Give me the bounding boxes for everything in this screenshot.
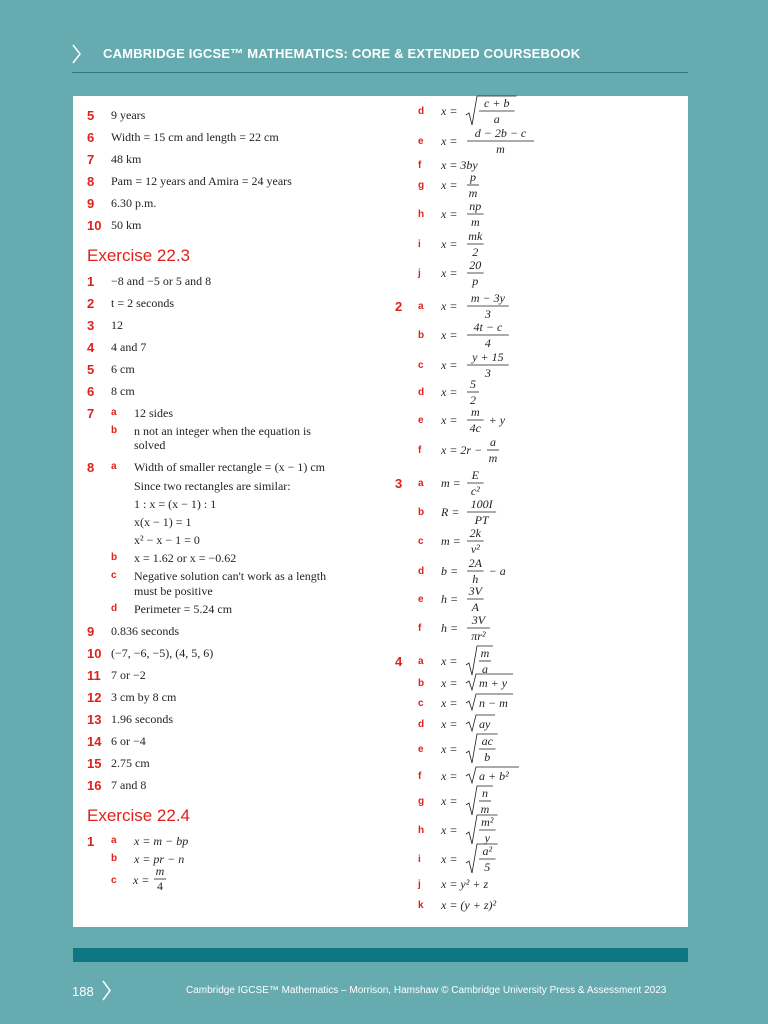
part-label: b [418,507,425,518]
answer-text: 1.96 seconds [111,712,173,726]
question-number: 1 [87,834,95,849]
answer-text: 2.75 cm [111,756,150,770]
answer-page [73,96,688,927]
math-fraction [441,432,581,466]
svg-text:p: p [470,170,476,184]
svg-text:4: 4 [157,879,163,893]
answer-text: 6 cm [111,362,135,376]
svg-text:m: m [468,186,478,200]
footer-credit: Cambridge IGCSE™ Mathematics – Morrison, Hamshaw © Cambridge University Press & Assessment 2023 [186,985,667,996]
header-rule [72,72,688,73]
page-number: 188 [72,984,94,999]
question-number: 5 [87,108,95,123]
svg-text:n − m: n − m [479,696,508,710]
question-number: 3 [87,318,95,333]
math-fraction [441,93,581,127]
question-number: 14 [87,734,102,749]
svg-text:x =: x = [441,237,458,251]
svg-text:x =: x = [441,413,458,427]
svg-text:m − 3y: m − 3y [470,291,505,305]
svg-text:2: 2 [470,393,476,407]
svg-text:m: m [496,142,505,156]
answer-text: Width = 15 cm and length = 22 cm [111,130,279,144]
footer-band [73,948,688,962]
svg-text:5: 5 [484,860,491,874]
question-number: 7 [87,406,95,421]
svg-text:h =: h = [441,621,459,635]
math-fraction [441,196,581,230]
answer-text: 6 or −4 [111,734,146,748]
part-label: b [418,678,425,689]
svg-text:A: A [471,600,479,614]
svg-text:PT: PT [474,513,489,527]
svg-text:5: 5 [470,377,476,391]
svg-text:m²: m² [481,815,494,829]
svg-text:c + b: c + b [484,96,510,110]
svg-text:+ y: + y [488,413,506,427]
question-number: 9 [87,196,95,211]
question-number: 9 [87,624,95,639]
part-label: k [418,900,424,911]
answer-text: 9 years [111,108,146,122]
answer-text: 6.30 p.m. [111,196,157,210]
math-answer: x = m − bp [134,834,189,848]
part-label: h [418,209,425,220]
svg-text:a + b²: a + b² [479,769,509,783]
answer-text: Pam = 12 years and Amira = 24 years [111,174,292,188]
answer-text: Width of smaller rectangle = (x − 1) cm [134,460,325,474]
svg-text:x =: x = [133,873,150,887]
svg-text:E: E [471,468,479,482]
part-label: c [111,570,117,581]
answer-text: 12 [111,318,123,332]
part-label: d [111,603,118,614]
part-label: f [418,771,422,782]
part-label: f [418,445,422,456]
part-label: a [111,407,117,418]
answer-text: Perimeter = 5.24 cm [134,602,233,616]
svg-text:x =: x = [441,207,458,221]
math-answer: x = (y + z)² [441,898,497,912]
svg-text:b: b [484,750,491,764]
svg-text:h =: h = [441,592,459,606]
answer-text: 48 km [111,152,142,166]
svg-text:n: n [482,786,488,800]
answer-text: n not an integer when the equation is [134,424,311,438]
svg-text:ay: ay [479,717,491,731]
math-answer: x = 3by [441,158,478,172]
question-number: 8 [87,174,95,189]
question-number: 10 [87,218,102,233]
svg-text:x =: x = [441,266,458,280]
book-title: CAMBRIDGE IGCSE™ MATHEMATICS: CORE & EXTENDED COURSEBOOK [103,46,581,61]
part-label: b [111,425,118,436]
part-label: d [418,566,425,577]
answer-text: 0.836 seconds [111,624,179,638]
question-number: 16 [87,778,102,793]
part-label: d [418,719,425,730]
question-number: 6 [87,384,95,399]
answer-text: 3 cm by 8 cm [111,690,177,704]
svg-text:m: m [470,215,480,229]
math-answer: x = pr − n [134,852,185,866]
math-fraction [441,523,581,557]
answer-text: 50 km [111,218,142,232]
svg-text:np: np [469,199,482,213]
svg-text:x =: x = [441,696,458,710]
answer-text: −8 and −5 or 5 and 8 [111,274,212,288]
answer-text: 7 and 8 [111,778,147,792]
svg-text:c²: c² [470,484,480,498]
part-label: i [418,239,421,250]
part-label: b [418,330,425,341]
part-label: e [418,744,424,755]
part-label: e [418,415,424,426]
svg-text:p: p [472,274,479,288]
part-label: h [418,825,425,836]
question-number: 13 [87,712,102,727]
svg-text:m: m [480,802,490,816]
part-label: b [111,853,118,864]
svg-text:x =: x = [441,328,458,342]
question-number: 3 [395,476,403,491]
svg-text:3: 3 [484,366,491,380]
part-label: i [418,854,421,865]
svg-text:x =: x = [441,178,458,192]
svg-text:m =: m = [441,476,461,490]
math-fraction [441,123,581,157]
svg-text:4c: 4c [469,421,481,435]
question-number: 4 [87,340,95,355]
svg-text:m + y: m + y [479,676,508,690]
svg-text:4t − c: 4t − c [473,320,503,334]
part-label: f [418,160,422,171]
question-number: 10 [87,646,102,661]
svg-text:− a: − a [488,564,506,578]
part-label: e [418,136,424,147]
question-number: 5 [87,362,95,377]
answer-text: t = 2 seconds [111,296,175,310]
svg-text:20: 20 [469,258,482,272]
svg-text:x =: x = [441,742,458,756]
svg-text:m: m [155,864,165,878]
answer-text: Negative solution can't work as a length [134,569,327,583]
part-label: c [418,360,424,371]
svg-text:x =: x = [441,717,458,731]
question-number: 11 [87,668,101,683]
svg-text:m: m [480,646,490,660]
part-label: c [418,536,424,547]
part-label: a [418,656,424,667]
part-label: a [418,478,424,489]
question-number: 1 [87,274,95,289]
svg-text:3V: 3V [471,613,486,627]
question-number: 15 [87,756,102,771]
svg-text:m: m [488,451,498,465]
svg-text:x =: x = [441,104,458,118]
svg-text:x =: x = [441,823,458,837]
svg-text:y: y [484,831,490,845]
svg-text:v²: v² [470,542,480,556]
part-label: c [418,698,424,709]
part-label: a [111,835,117,846]
svg-text:x = 2r −: x = 2r − [441,443,483,457]
answer-text: 7 or −2 [111,668,146,682]
svg-text:mk: mk [468,229,483,243]
exercise-heading: Exercise 22.4 [87,806,190,825]
svg-text:h: h [472,572,479,586]
svg-text:x =: x = [441,299,458,313]
chevron-right-icon [72,44,81,64]
svg-text:x =: x = [441,654,458,668]
part-label: d [418,387,425,398]
question-number: 4 [395,654,403,669]
question-number: 8 [87,460,95,475]
answer-text: x = 1.62 or x = −0.62 [134,551,237,565]
answer-text: 4 and 7 [111,340,147,354]
part-label: c [111,875,117,886]
svg-text:m =: m = [441,534,461,548]
answer-text: 12 sides [134,406,173,420]
math-answer: x = y² + z [441,877,489,891]
svg-text:x =: x = [441,676,458,690]
svg-text:100I: 100I [470,497,493,511]
question-number: 2 [87,296,95,311]
svg-text:x =: x = [441,134,458,148]
svg-text:x =: x = [441,769,458,783]
question-number: 12 [87,690,102,705]
part-label: j [418,268,421,279]
svg-text:a²: a² [482,844,493,858]
part-label: d [418,106,425,117]
math-fraction [441,317,581,351]
part-label: f [418,623,422,634]
math-fraction [441,610,581,644]
svg-text:R =: R = [441,505,460,519]
svg-text:4: 4 [484,336,491,350]
math-fraction [441,841,581,875]
svg-text:x =: x = [441,385,458,399]
working-line: x² − x − 1 = 0 [134,533,200,547]
working-line: Since two rectangles are similar: [134,479,291,493]
answer-text: solved [134,438,166,452]
working-line: x(x − 1) = 1 [134,515,192,529]
part-label: g [418,180,425,191]
answer-text: must be positive [134,584,213,598]
svg-text:2A: 2A [468,556,482,570]
math-fraction [441,255,581,289]
svg-text:x =: x = [441,852,458,866]
svg-text:3: 3 [484,307,491,321]
question-number: 7 [87,152,95,167]
question-number: 2 [395,299,403,314]
math-fraction [441,402,581,436]
chevron-right-icon [102,980,111,1001]
svg-text:y + 15: y + 15 [472,350,504,364]
question-number: 6 [87,130,95,145]
svg-text:d − 2b − c: d − 2b − c [474,126,527,140]
part-label: a [111,461,117,472]
answer-text: (−7, −6, −5), (4, 5, 6) [111,646,214,660]
part-label: e [418,594,424,605]
svg-text:m: m [470,405,480,419]
svg-text:2: 2 [472,245,479,259]
part-label: g [418,796,425,807]
svg-text:x =: x = [441,358,458,372]
part-label: b [111,552,118,563]
svg-text:2k: 2k [469,526,481,540]
svg-text:πr²: πr² [471,629,486,643]
svg-text:ac: ac [481,734,493,748]
part-label: j [418,879,421,890]
svg-text:a: a [493,112,500,126]
answer-text: 8 cm [111,384,135,398]
svg-text:x =: x = [441,794,458,808]
svg-text:a: a [482,662,488,676]
svg-text:a: a [490,435,496,449]
svg-text:3V: 3V [468,584,482,598]
working-line: 1 : x = (x − 1) : 1 [134,497,217,511]
svg-text:b =: b = [441,564,459,578]
exercise-heading: Exercise 22.3 [87,246,190,265]
part-label: a [418,301,424,312]
math-fraction [133,864,193,896]
